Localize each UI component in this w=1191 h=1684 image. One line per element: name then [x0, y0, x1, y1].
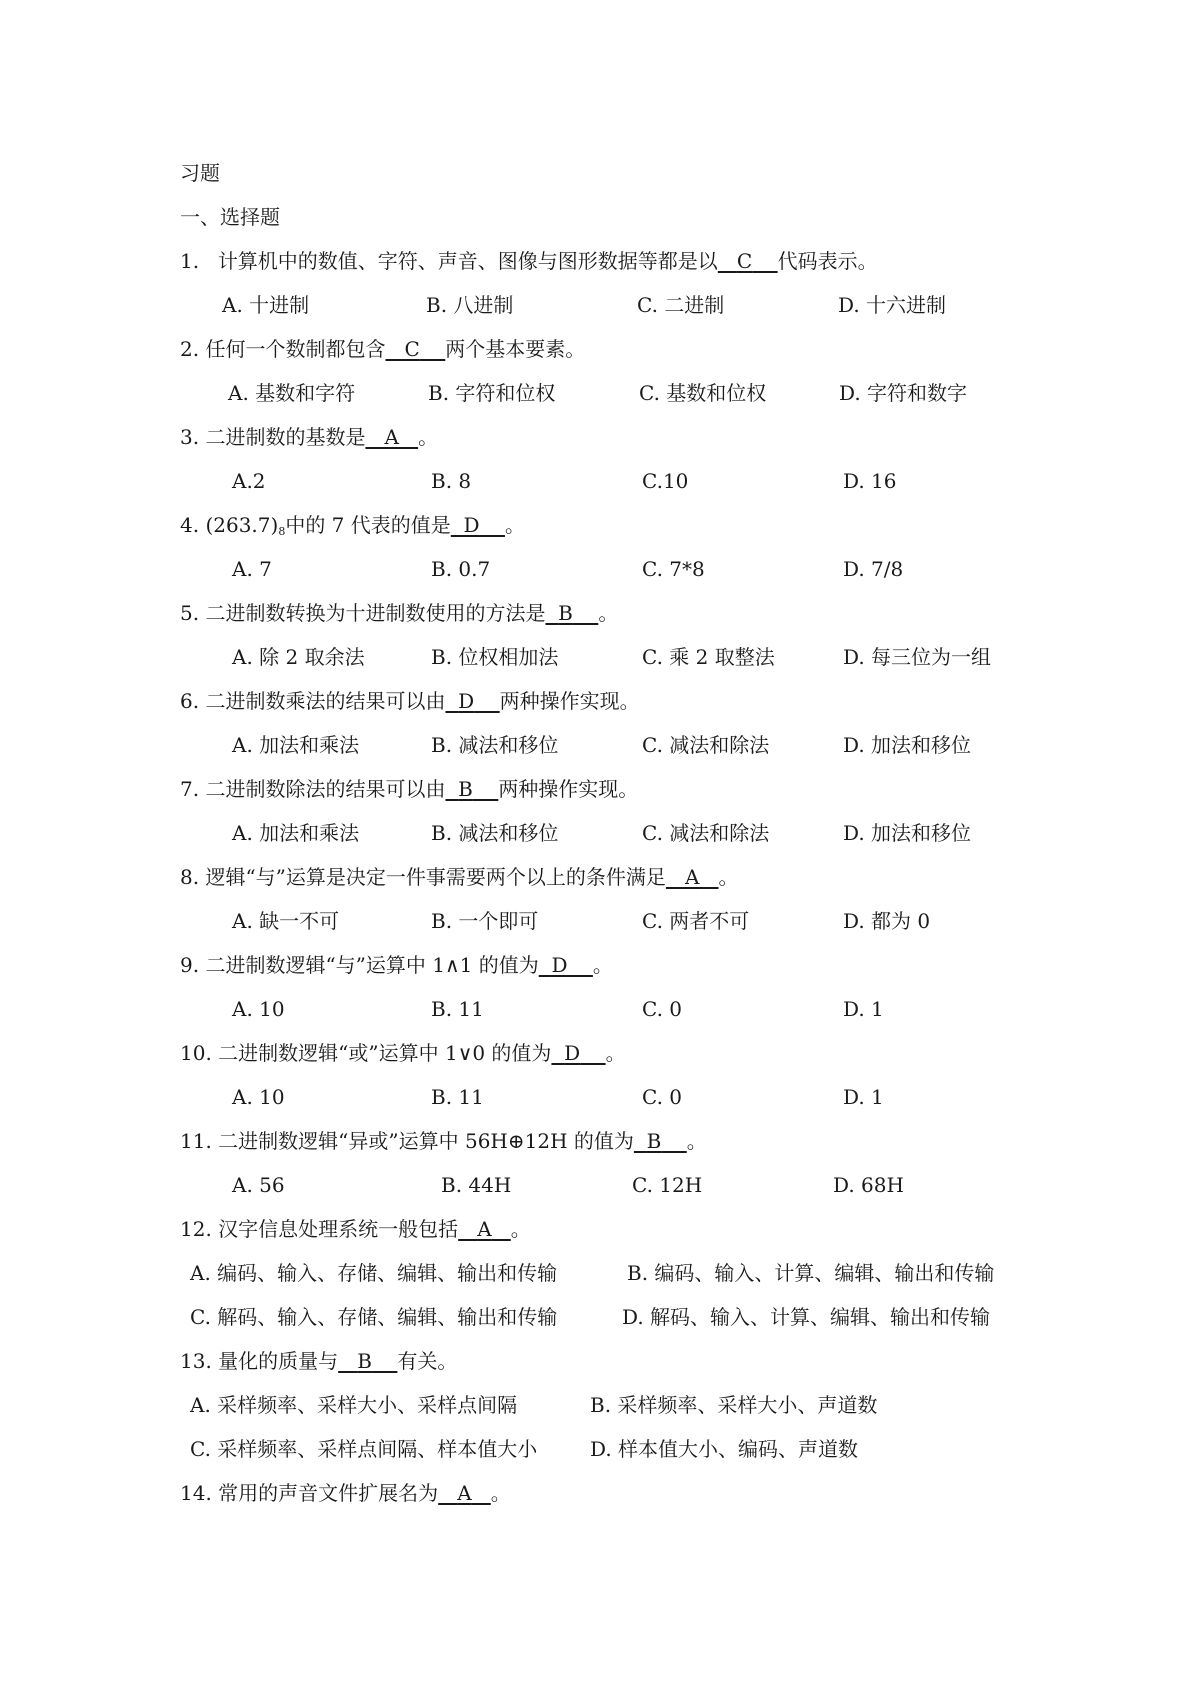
option-c: C. 基数和位权 [639, 381, 767, 405]
option-c: C. 二进制 [637, 293, 725, 317]
answer-blank: A [684, 865, 700, 889]
question-text-end: 。 [598, 601, 619, 625]
option-a: A. 10 [232, 997, 285, 1021]
question-text: 二进制数的基数是 [205, 425, 366, 449]
option-c: C. 减法和除法 [642, 821, 770, 845]
option-b: B. 一个即可 [431, 909, 539, 933]
question-number: 11. [180, 1129, 212, 1153]
question-1 [180, 248, 878, 274]
option-b: B. 八进制 [426, 293, 514, 317]
option-d: D. 十六进制 [838, 293, 947, 317]
question-text-end: 两个基本要素。 [445, 337, 586, 361]
option-c: C. 采样频率、采样点间隔、样本值大小 [190, 1437, 538, 1461]
question-text-end: 有关。 [397, 1349, 458, 1373]
section-heading: 一、选择题 [180, 205, 280, 229]
answer-blank: A [477, 1217, 492, 1241]
question-5 [180, 600, 618, 626]
option-c: C. 乘 2 取整法 [642, 645, 775, 669]
option-b: B. 减法和移位 [431, 821, 559, 845]
option-a: A. 编码、输入、存储、编辑、输出和传输 [190, 1261, 558, 1285]
question-text-end: 两种操作实现。 [499, 689, 640, 713]
question-text-end: 。 [504, 513, 525, 537]
question-number: 4. [180, 513, 200, 537]
option-a: A. 采样频率、采样大小、采样点间隔 [190, 1393, 518, 1417]
option-b: B. 11 [431, 1085, 484, 1109]
question-text-end: 。 [490, 1481, 511, 1505]
question-2 [180, 336, 585, 362]
question-14 [180, 1480, 511, 1506]
answer-blank: D [551, 953, 568, 977]
option-d: D. 解码、输入、计算、编辑、输出和传输 [622, 1305, 991, 1329]
option-a: A. 56 [232, 1173, 285, 1197]
option-a: A. 加法和乘法 [232, 821, 360, 845]
question-text: 逻辑“与”运算是决定一件事需要两个以上的条件满足 [205, 865, 666, 889]
option-d: D. 每三位为一组 [843, 645, 992, 669]
option-c: C. 两者不可 [642, 909, 750, 933]
question-text: 常用的声音文件扩展名为 [218, 1481, 439, 1505]
question-text-end: 代码表示。 [777, 249, 878, 273]
question-text-end: 。 [605, 1041, 626, 1065]
question-13 [180, 1348, 457, 1374]
answer-blank: B [458, 777, 473, 801]
question-number: 7. [180, 777, 200, 801]
question-10 [180, 1040, 626, 1066]
option-c: C. 12H [632, 1173, 703, 1197]
question-text-end: 。 [510, 1217, 531, 1241]
question-12 [180, 1216, 531, 1242]
option-a: A.2 [232, 469, 266, 493]
question-number: 6. [180, 689, 200, 713]
question-text: 二进制数除法的结果可以由 [205, 777, 446, 801]
question-9 [180, 952, 613, 978]
question-text: 二进制数逻辑“或”运算中 1∨0 的值为 [218, 1041, 552, 1065]
answer-blank: A [384, 425, 399, 449]
question-8 [180, 864, 739, 890]
question-4 [180, 512, 525, 545]
question-text-end: 。 [686, 1129, 707, 1153]
option-b: B. 位权相加法 [431, 645, 559, 669]
option-a: A. 基数和字符 [228, 381, 356, 405]
option-a: A. 除 2 取余法 [232, 645, 365, 669]
answer-blank: C [736, 249, 753, 273]
question-text: 计算机中的数值、字符、声音、图像与图形数据等都是以 [217, 249, 718, 273]
option-b: B. 11 [431, 997, 484, 1021]
option-d: D. 加法和移位 [843, 821, 972, 845]
answer-blank: D [564, 1041, 581, 1065]
question-number: 13. [180, 1349, 212, 1373]
question-number: 3. [180, 425, 200, 449]
option-c: C. 解码、输入、存储、编辑、输出和传输 [190, 1305, 558, 1329]
question-text-cont: 中的 7 代表的值是 [285, 513, 451, 537]
option-b: B. 减法和移位 [431, 733, 559, 757]
option-a: A. 加法和乘法 [232, 733, 360, 757]
question-text: 汉字信息处理系统一般包括 [218, 1217, 459, 1241]
answer-blank: B [357, 1349, 372, 1373]
option-a: A. 缺一不可 [232, 909, 340, 933]
option-d: D. 样本值大小、编码、声道数 [590, 1437, 859, 1461]
question-text-end: 。 [592, 953, 613, 977]
question-number: 12. [180, 1217, 212, 1241]
option-a: A. 10 [232, 1085, 285, 1109]
question-number: 9. [180, 953, 200, 977]
question-text-end: 两种操作实现。 [498, 777, 639, 801]
answer-blank: D [463, 513, 480, 537]
option-b: B. 采样频率、采样大小、声道数 [590, 1393, 878, 1417]
answer-blank: B [558, 601, 573, 625]
option-b: B. 编码、输入、计算、编辑、输出和传输 [627, 1261, 995, 1285]
question-6 [180, 688, 640, 714]
option-d: D. 加法和移位 [843, 733, 972, 757]
option-b: B. 44H [441, 1173, 512, 1197]
option-c: C.10 [642, 469, 689, 493]
option-b: B. 字符和位权 [428, 381, 556, 405]
question-text: 量化的质量与 [218, 1349, 339, 1373]
option-d: D. 字符和数字 [839, 381, 968, 405]
option-c: C. 减法和除法 [642, 733, 770, 757]
question-text: 二进制数逻辑“异或”运算中 56H⊕12H 的值为 [218, 1129, 634, 1153]
option-d: D. 7/8 [843, 557, 904, 581]
question-number: 10. [180, 1041, 212, 1065]
option-d: D. 1 [843, 997, 884, 1021]
option-a: A. 十进制 [222, 293, 310, 317]
option-b: B. 8 [431, 469, 472, 493]
question-number: 2. [180, 337, 200, 361]
question-text: 任何一个数制都包含 [205, 337, 386, 361]
answer-blank: A [457, 1481, 472, 1505]
doc-title: 习题 [180, 161, 220, 185]
option-a: A. 7 [232, 557, 272, 581]
question-text: (263.7) [205, 513, 279, 537]
question-text-end: 。 [718, 865, 739, 889]
question-text: 二进制数转换为十进制数使用的方法是 [205, 601, 546, 625]
answer-blank: C [404, 337, 420, 361]
option-d: D. 68H [833, 1173, 904, 1197]
option-b: B. 0.7 [431, 557, 491, 581]
question-number: 5. [180, 601, 200, 625]
answer-blank: D [458, 689, 475, 713]
question-text: 二进制数逻辑“与”运算中 1∧1 的值为 [205, 953, 539, 977]
question-3 [180, 424, 438, 450]
option-c: C. 0 [642, 997, 683, 1021]
question-number: 8. [180, 865, 200, 889]
answer-blank: B [646, 1129, 662, 1153]
question-11 [180, 1128, 707, 1154]
option-d: D. 都为 0 [843, 909, 931, 933]
question-number: 1. [180, 249, 200, 273]
question-number: 14. [180, 1481, 212, 1505]
base-subscript: 8 [278, 525, 286, 538]
option-c: C. 7*8 [642, 557, 705, 581]
question-7 [180, 776, 638, 802]
question-text-end: 。 [418, 425, 439, 449]
option-d: D. 16 [843, 469, 897, 493]
question-text: 二进制数乘法的结果可以由 [205, 689, 446, 713]
option-d: D. 1 [843, 1085, 884, 1109]
option-c: C. 0 [642, 1085, 683, 1109]
